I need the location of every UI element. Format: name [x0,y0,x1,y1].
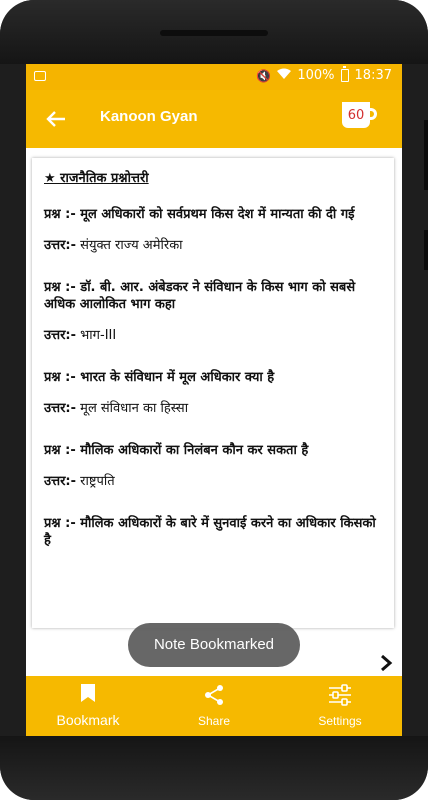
nav-share[interactable] [172,676,256,736]
app-bar [26,90,402,148]
image-notification-icon [34,71,46,81]
app-title: Kanoon Gyan [100,108,198,125]
mute-icon: 🔇 [256,68,272,83]
question-2: प्रश्न :- डॉ. बी. आर. अंबेडकर ने संविधान के किस भाग को सबसे अधिक आलोकित भाग कहा [44,280,356,312]
answer-1 [44,235,384,253]
volume-button [424,120,428,190]
answer-label: उत्तर:- [44,401,77,416]
answer-3 [44,398,384,416]
answer-text: मूल संविधान का हिस्सा [80,401,189,416]
note-heading: ★ राजनैतिक प्रश्नोत्तरी [44,171,149,186]
answer-4 [44,471,384,489]
nav-bookmark[interactable] [46,676,130,736]
nav-share-label: Share [197,714,231,728]
answer-label: उत्तर:- [44,474,77,489]
bottom-nav [26,676,402,736]
cup-icon[interactable] [342,100,376,130]
answer-text: भाग-III [80,328,117,343]
answer-label: उत्तर:- [44,238,77,253]
settings-sliders-icon [328,684,352,706]
bookmark-icon [81,684,95,702]
question-1: प्रश्न :- मूल अधिकारों को सर्वप्रथम किस देश में मान्यता की दी गई [44,207,355,222]
arrow-left-icon[interactable] [42,105,70,133]
content-area [26,148,402,676]
phone-bottom-bezel [0,736,428,800]
status-bar [26,64,402,90]
nav-settings-label: Settings [318,714,362,728]
answer-text: संयुक्त राज्य अमेरिका [80,238,183,253]
toast-message: Note Bookmarked [128,623,300,667]
battery-icon [341,69,349,82]
phone-top-bezel [0,0,428,64]
question-4: प्रश्न :- मौलिक अधिकारों का निलंबन कौन कर सकता है [44,443,309,458]
cup-count: 60 [347,108,365,123]
wifi-icon [277,68,291,83]
clock: 18:37 [354,68,392,83]
nav-bookmark-label: Bookmark [56,712,120,728]
share-icon [203,684,225,706]
answer-2 [44,325,384,343]
nav-settings[interactable] [298,676,382,736]
answer-text: राष्ट्रपति [80,474,115,489]
question-3: प्रश्न :- भारत के संविधान में मूल अधिकार क्या है [44,370,275,385]
battery-percent: 100% [297,68,335,83]
speaker [160,30,268,36]
screen [26,64,402,736]
power-button [424,230,428,270]
status-icons [256,68,392,83]
question-5: प्रश्न :- मौलिक अधिकारों के बारे में सुनवाई करने का अधिकार किसको है [44,516,376,548]
answer-label: उत्तर:- [44,328,77,343]
note-card [32,158,394,628]
note-content [44,168,384,561]
chevron-right-icon[interactable] [376,654,396,676]
